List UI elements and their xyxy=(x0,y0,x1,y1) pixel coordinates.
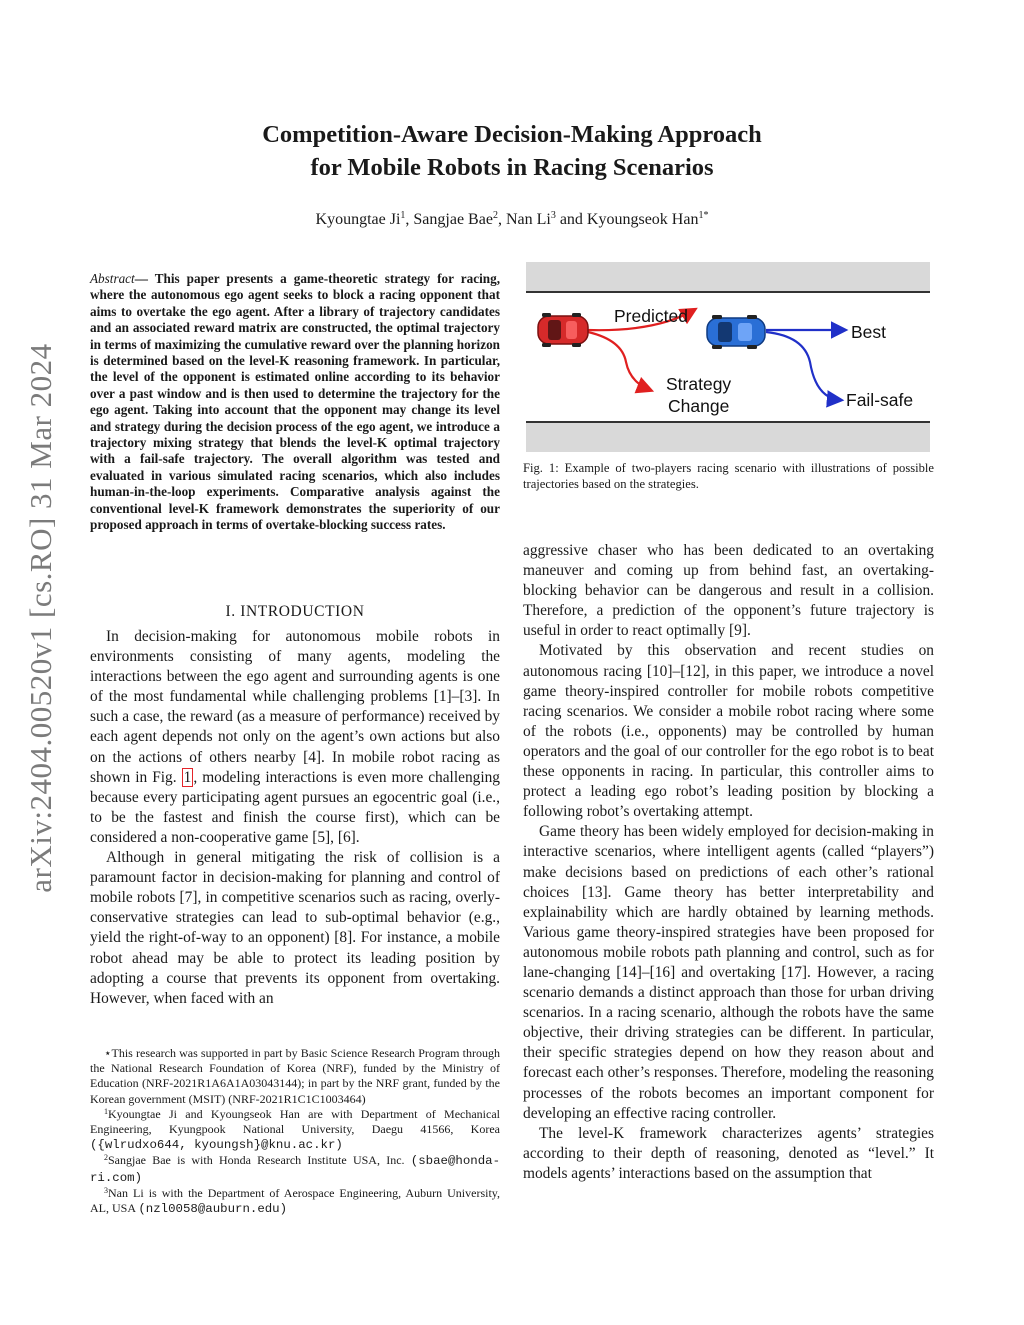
footnote-mark-3: 3 xyxy=(104,1185,108,1195)
abstract-dash: — xyxy=(134,271,148,286)
footnote-2-text: Sangjae Bae is with Honda Research Institute USA, Inc. xyxy=(108,1153,405,1168)
paper-title xyxy=(0,118,1024,184)
left-column-text xyxy=(90,627,500,1009)
right-paragraph-4: The level-K framework characterizes agents’ strategies according to their depth of reasoning, denoted as “level.” It models agents’ interactions based on the assumption that xyxy=(523,1124,934,1182)
footnote-affiliation-3 xyxy=(90,1186,500,1217)
author-name: Kyoungtae Ji xyxy=(315,211,401,228)
footnote-1-text: Kyoungtae Ji and Kyoungseok Han are with Department of Mechanical Engineering, Kyungpook National University, Daegu 41566, Korea xyxy=(90,1106,500,1137)
footnote-affiliation-1 xyxy=(90,1107,500,1154)
author-separator: and xyxy=(555,211,587,228)
right-paragraph-1: aggressive chaser who has been dedicated to an overtaking maneuver and coming up from behind fast, an overtaking-blocking behavior can be dangerous and result in a collision. Therefore, a prediction of the opponent’s future trajectory is useful in order to react optimally [9]. xyxy=(523,542,934,640)
top-wall xyxy=(526,262,930,292)
fail-safe-path xyxy=(766,332,840,400)
label-predicted: Predicted xyxy=(614,306,688,326)
author-affiliation-mark: 2 xyxy=(492,210,498,221)
label-strategy: Strategy xyxy=(666,374,732,394)
right-paragraph-2: Motivated by this observation and recent studies on autonomous racing [10]–[12], in this paper, we introduce a novel game theory-inspired controller for mobile robots competitive racing scenarios. We consider a mobile robot racing where some of the robots (i.e., opponents) may be controlled by human operators and the goal of our controller for the ego robot is to beat these opponents in racing. In particular, this controller aims to protect a leading ego robot’s leading position by blocking a following robot’s overtaking attempt. xyxy=(523,642,934,821)
figure-1 xyxy=(526,262,930,452)
footnotes xyxy=(90,1046,500,1217)
abstract xyxy=(90,271,500,534)
author-separator: , xyxy=(497,211,506,228)
title-line-1: Competition-Aware Decision-Making Approach xyxy=(262,121,762,148)
footnote-mark-1: 1 xyxy=(104,1106,108,1116)
right-column-text xyxy=(523,541,934,1184)
intro-p1-part-a: In decision-making for autonomous mobile robots in environments consisting of many agents, modeling the interactions between the ego agent and surrounding agents is one of the most fundamental while challenging problems [1]–[3]. In such a case, the reward (as a measure of performance) received by each agent depends not only on the agent’s own actions but also on the actions of others nearby [4]. In mobile robot racing as shown in Fig. xyxy=(90,628,500,786)
abstract-label: Abstract xyxy=(90,271,135,286)
section-heading-introduction: I. INTRODUCTION xyxy=(225,603,365,620)
label-fail-safe: Fail-safe xyxy=(846,390,914,410)
right-paragraph-3: Game theory has been widely employed for decision-making in interactive scenarios, where intelligent agents (called “players”) make decisions based on predictions of each other’s rational choices [13]. Game theory has better interpretability and explainability which are hardly obtained by learning methods. Various game theory-inspired strategies have been proposed for autonomous mobile robots path planning and control, such as for lane-changing [14]–[16] and overtaking [17]. However, a racing scenario demands a distinct approach than those for urban driving scenarios. In a racing scenario, although the robots have the same objective, their driving strategies can be different. In particular, their specific strategies depend on how they reason about and forecast each other’s responses. Therefore, modeling the reasoning processes of the robots becomes an important component for developing an effective racing controller. xyxy=(523,823,934,1122)
author-name: Sangjae Bae xyxy=(413,211,493,228)
footnote-3-text: Nan Li is with the Department of Aerospace Engineering, Auburn University, AL, USA xyxy=(90,1185,500,1216)
intro-p1-part-b: , modeling interactions is even more challenging because every participating agent pursues an egocentric goal (i.e., to be the fastest and finish the course first), which can be considered a non-cooperative game [5], [6]. xyxy=(90,768,500,846)
author-name: Kyoungseok Han xyxy=(586,211,699,228)
author-name: Nan Li xyxy=(505,211,551,228)
racing-scenario-diagram xyxy=(526,262,930,452)
label-best: Best xyxy=(851,322,887,342)
author-affiliation-mark: 1* xyxy=(698,210,709,221)
figure-1-link[interactable]: 1 xyxy=(183,768,192,786)
author-affiliation-mark: 1 xyxy=(400,210,406,221)
footnote-star-mark: ⋆ xyxy=(104,1046,112,1060)
author-separator: , xyxy=(405,211,414,228)
ego-car-icon xyxy=(707,315,765,349)
arxiv-identifier: arXiv:2404.00520v1 [cs.RO] 31 Mar 2024 xyxy=(23,343,58,893)
strategy-change-path xyxy=(588,332,650,390)
footnote-funding-text: This research was supported in part by Basic Science Research Program through the National Research Foundation of Korea (NRF), funded by the Ministry of Education (NRF-2021R1A6A1A03043144); in part by the NRF grant, funded by the Korean government (MSIT) (NRF-2021R1C1C1003464) xyxy=(90,1046,500,1106)
intro-paragraph-1 xyxy=(90,627,500,848)
label-change: Change xyxy=(668,396,730,416)
author-list xyxy=(0,210,1024,230)
abstract-text: This paper presents a game-theoretic strategy for racing, where the autonomous ego agent seeks to block a racing opponent that aims to overtake the ego agent. After a library of trajectory candidates and an associated reward matrix are constructed, the optimal trajectory in terms of maximizing the cumulative reward over the planning horizon is determined based on the level-K reasoning framework. In particular, the level of the opponent is estimated online according to its behavior over a past window and is then used to determine the trajectory for the ego agent. Taking into account that the opponent may change its level and strategy during the decision process of the ego agent, we introduce a trajectory mixing strategy that blends the level-K optimal trajectory with a fail-safe trajectory. The overall algorithm was tested and evaluated in various simulated racing scenarios, which also includes human-in-the-loop experiments. Comparative analysis against the conventional level-K framework demonstrates the superiority of our proposed approach in terms of overtake-blocking success rates. xyxy=(90,271,500,533)
figure-1-caption: Fig. 1: Example of two-players racing scenario with illustrations of possible trajectories based on the strategies. xyxy=(523,461,934,491)
footnote-mark-2: 2 xyxy=(104,1153,108,1163)
footnote-funding xyxy=(90,1046,500,1107)
footnote-1-email: ({wlrudxo644, kyoungsh}@knu.ac.kr) xyxy=(90,1138,343,1153)
footnote-3-email: (nzl0058@auburn.edu) xyxy=(138,1202,288,1217)
intro-paragraph-2: Although in general mitigating the risk of collision is a paramount factor in decision-making for planning and control of mobile robots [7], in competitive scenarios such as racing, overly-conservative strategies can lead to sub-optimal behavior (e.g., yield the right-of-way to an opponent) [8]. For instance, a mobile robot ahead may be able to protect its leading position by adopting a course that prevents its opponent from overtaking. However, when faced with an xyxy=(90,849,500,1007)
opponent-car-icon xyxy=(538,313,588,347)
title-line-2: for Mobile Robots in Racing Scenarios xyxy=(310,154,714,181)
footnote-2-email: (sbae@honda-ri.com) xyxy=(90,1154,501,1185)
arxiv-sidebar xyxy=(14,278,68,958)
bottom-wall xyxy=(526,422,930,452)
author-affiliation-mark: 3 xyxy=(550,210,556,221)
footnote-affiliation-2 xyxy=(90,1153,500,1185)
